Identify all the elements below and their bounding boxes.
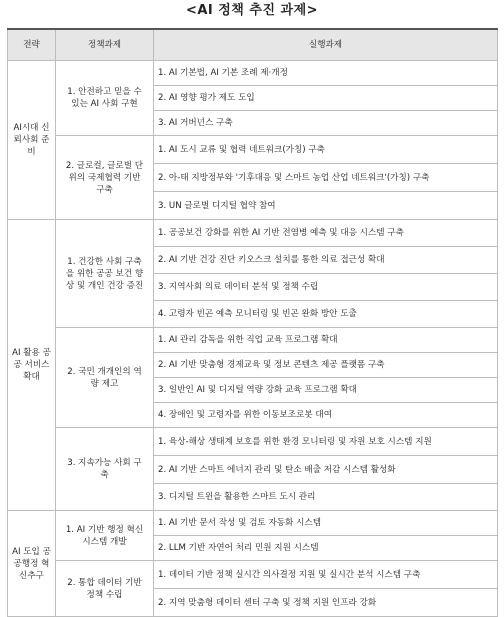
action-item: 2. LLM 기반 자연어 처리 민원 지원 시스템	[154, 536, 498, 561]
action-item: 3. 일반인 AI 및 디지털 역량 강화 교육 프로그램 확대	[154, 378, 498, 403]
table-row	[8, 220, 498, 247]
table-row	[8, 428, 498, 456]
strategy-category: AI 활용 공공 서비스 확대	[8, 220, 56, 511]
table-row	[8, 328, 498, 353]
action-item: 3. AI 거버넌스 구축	[154, 111, 498, 136]
header-action: 실행과제	[154, 29, 498, 61]
table-row	[8, 136, 498, 164]
strategy-category: AI 도입 공공행정 혁신추구	[8, 511, 56, 617]
action-item: 1. AI 도시 교류 및 협력 네트워크(가칭) 구축	[154, 136, 498, 164]
action-item: 3. 지역사회 의료 데이터 분석 및 정책 수립	[154, 274, 498, 301]
table-row	[8, 61, 498, 86]
policy-item: 3. 지속가능 사회 구축	[56, 428, 154, 511]
action-item: 2. AI 기반 맞춤형 경제교육 및 정보 콘텐츠 제공 플랫폼 구축	[154, 353, 498, 378]
action-item: 2. 아-태 지방정부와 '기후대응 및 스마트 농업 산업 네트워크'(가칭) 구축	[154, 164, 498, 192]
action-item: 1. AI 관리 감독을 위한 직업 교육 프로그램 확대	[154, 328, 498, 353]
action-item: 3. 디지털 트윈을 활용한 스마트 도시 관리	[154, 484, 498, 511]
action-item: 2. AI 영향 평가 제도 도입	[154, 86, 498, 111]
policy-item: 1. 건강한 사회 구축을 위한 공공 보건 향상 및 개인 건강 증진	[56, 220, 154, 328]
action-item: 2. 지역 맞춤형 데이터 센터 구축 및 정책 지원 인프라 강화	[154, 589, 498, 617]
action-item: 3. UN 글로벌 디지털 협약 참여	[154, 192, 498, 220]
table-row	[8, 561, 498, 589]
action-item: 1. AI 기반 문서 작성 및 검토 자동화 시스템	[154, 511, 498, 536]
strategy-category: AI시대 신뢰사회 준비	[8, 61, 56, 220]
table-row	[8, 511, 498, 536]
header-category: 전략	[8, 29, 56, 61]
page-title: <AI 정책 추진 과제>	[185, 3, 319, 18]
action-item: 1. 육상-해상 생태계 보호를 위한 환경 모니터링 및 자원 보호 시스템 지원	[154, 428, 498, 456]
policy-item: 2. 글로컬, 글로벌 단위의 국제협력 기반 구축	[56, 136, 154, 220]
policy-item: 2. 통합 데이터 기반 정책 수립	[56, 561, 154, 617]
header-policy: 정책과제	[56, 29, 154, 61]
policy-item: 1. AI 기반 행정 혁신 시스템 개발	[56, 511, 154, 561]
action-item: 2. AI 기반 스마트 에너지 관리 및 탄소 배출 저감 시스템 활성화	[154, 456, 498, 484]
action-item: 2. AI 기반 건강 진단 키오스크 설치를 통한 의료 접근성 확대	[154, 247, 498, 274]
policy-item: 1. 안전하고 믿을 수 있는 AI 사회 구현	[56, 61, 154, 136]
policy-table	[7, 28, 498, 617]
action-item: 1. 데이터 기반 정책 실시간 의사결정 지원 및 실시간 분석 시스템 구축	[154, 561, 498, 589]
policy-item: 2. 국민 개개인의 역량 제고	[56, 328, 154, 428]
action-item: 1. 공공보건 강화를 위한 AI 기반 전염병 예측 및 대응 시스템 구축	[154, 220, 498, 247]
action-item: 4. 장애인 및 고령자를 위한 이동보조로봇 대여	[154, 403, 498, 428]
action-item: 4. 고령자 빈곤 예측 모니터링 및 빈곤 완화 방안 도출	[154, 301, 498, 328]
action-item: 1. AI 기본법, AI 기본 조례 제·개정	[154, 61, 498, 86]
table-header-row	[8, 29, 498, 61]
